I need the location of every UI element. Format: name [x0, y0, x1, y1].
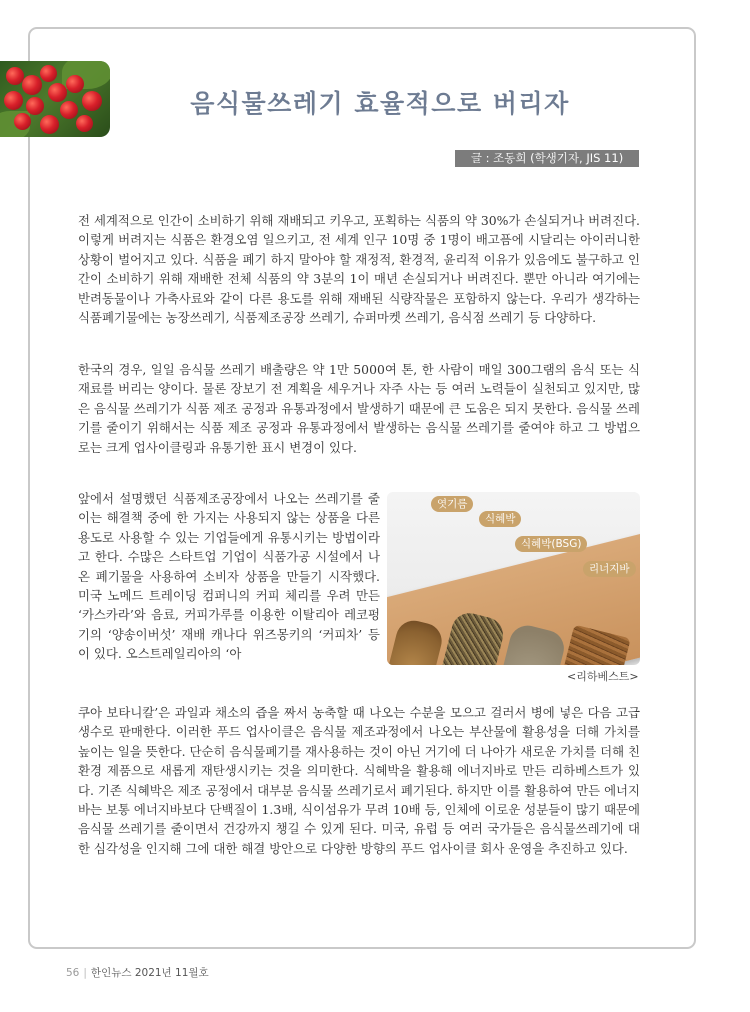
coffee-cherries-image: [0, 61, 110, 137]
label-bsg: 식혜박(BSG): [515, 536, 587, 552]
label-malt: 엿기름: [431, 496, 473, 512]
paragraph-intro: 전 세계적으로 인간이 소비하기 위해 재배되고 키우고, 포획하는 식품의 약 30%가 손실되거나 버려진다. 이렇게 버려지는 식품은 환경오염 일으키고, 전 세계 인구 10명 중 1명이 배고픔에 시달리는 아이러니한 상황이 벌어지고 있다. 식품을 폐기 하지 말아야 할 재정적, 환경적, 윤리적 이유가 있음에도 불구하고 인간이 소비하기 위해 재배한 전체 식품의 약 3분의 1이 매년 손실되거나 버려진다. 뿐만 아니라 여기에는 반려동물이나 가축사료와 같이 다른 용도를 위해 재배된 식량작물은 포함하지 않는다. 우리가 생각하는 식품폐기물에는 농장쓰레기, 식품제조공장 쓰레기, 슈퍼마켓 쓰레기, 음식점 쓰레기 등 다양하다.: [78, 213, 640, 326]
paragraph-korea: 한국의 경우, 일일 음식물 쓰레기 배출량은 약 1만 5000여 톤, 한 사람이 매일 300그램의 음식 또는 식재료를 버리는 양이다. 물론 장보기 전 계획을 세우거나 자주 사는 등 여러 노력들이 실천되고 있지만, 많은 음식물 쓰레기가 식품 제조 공정과 유통과정에서 발생하기 때문에 큰 도움은 되지 못한다. 음식물 쓰레기를 줄이기 위해서는 식품 제조 공정과 유통과정에서 발생하는 음식물 쓰레기를 줄여야 하고 그 방법으로는 크게 업사이클링과 유통기한 표시 변경이 있다.: [78, 362, 640, 455]
label-spent-grain: 식혜박: [479, 511, 521, 527]
page-footer: 56 | 한인뉴스 2021년 11월호: [66, 967, 209, 979]
article-title: 음식물쓰레기 효율적으로 버리자: [190, 89, 570, 118]
publication-name: 한인뉴스 2021년 11월호: [90, 967, 209, 979]
photo-caption: <리하베스트>: [567, 670, 639, 683]
malt-pile: [387, 617, 445, 665]
upcycled-product-photo: [387, 492, 640, 665]
spent-grain-pile: [432, 609, 507, 665]
cutting-board: [387, 529, 640, 665]
author-byline: 글 : 조동희 (학생기자, JIS 11): [455, 150, 639, 167]
paragraph-solutions: 앞에서 설명했던 식품제조공장에서 나오는 쓰레기를 줄이는 해결책 중에 한 가지는 사용되지 않는 상품을 다른 용도로 사용할 수 있는 기업들에게 유통시키는 방법이라고 한다. 수많은 스타트업 기업이 식품가공 시설에서 나온 폐기물을 사용하여 소비자 상품을 만들기 시작했다. 미국 노메드 트레이딩 컴퍼니의 커피 체리를 우려 만든 ‘카스카라’와 음료, 커피가루를 이용한 이탈리아 레코펑기의 ‘양송이버섯’ 재배 캐나다 위즈몽키의 ‘커피차’ 등이 있다. 오스트레일리아의 ‘아: [78, 491, 380, 662]
label-energy-bar: 리너지바: [583, 561, 636, 577]
page-number: 56: [66, 967, 80, 979]
paragraph-upcycle: 쿠아 보타니칼’은 과일과 채소의 즙을 짜서 농축할 때 나오는 수분을 모으고 걸러서 병에 넣은 다음 고급생수로 판매한다. 이러한 푸드 업사이클은 음식물 제조과정에서 나오는 부산물에 활용성을 더해 가치를 높이는 일을 뜻한다. 단순히 음식물폐기를 재사용하는 것이 아닌 거기에 더 나아가 새로운 가치를 더해 친환경 제품으로 새롭게 재탄생시키는 것을 의미한다. 식혜박을 활용해 에너지바로 만든 리하베스트가 있다. 기존 식혜박은 제조 공정에서 대부분 음식물 쓰레기로서 폐기된다. 하지만 이를 활용하여 만든 에너지바는 보통 에너지바보다 단백질이 1.3배, 식이섬유가 무려 10배 등, 인체에 이로운 성분들이 많기 때문에 음식물 쓰레기를 줄이면서 건강까지 챙길 수 있게 된다. 미국, 유럽 등 여러 국가들은 음식물쓰레기에 대한 심각성을 인지해 그에 대한 해결 방안으로 다양한 방향의 푸드 업사이클 회사 운영을 추진하고 있다.: [78, 705, 640, 856]
